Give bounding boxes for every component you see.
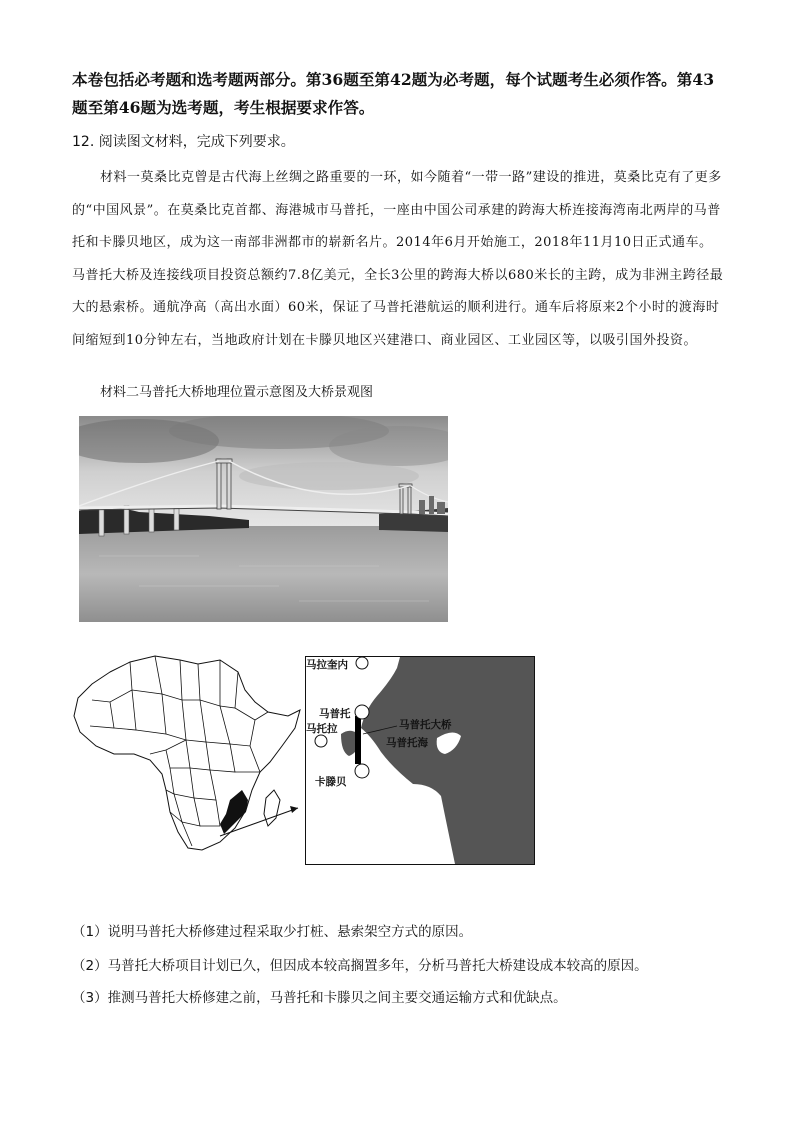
- label-maputo-bay: 马普托海: [386, 737, 428, 749]
- maputo-inset-map: [305, 656, 535, 865]
- sub-question-3: （3）推测马普托大桥修建之前，马普托和卡滕贝之间主要交通运输方式和优缺点。: [72, 990, 567, 1006]
- madagascar-outline: [264, 790, 280, 826]
- sub-question-1: （1）说明马普托大桥修建过程采取少打桩、悬索架空方式的原因。: [72, 924, 473, 940]
- question-header: 12. 阅读图文材料，完成下列要求。: [72, 134, 295, 150]
- material-two-title: 材料二马普托大桥地理位置示意图及大桥景观图: [100, 385, 374, 400]
- africa-map: [70, 650, 306, 860]
- sub-question-2: （2）马普托大桥项目计划已久，但因成本较高搁置多年，分析马普托大桥建设成本较高的原因。: [72, 958, 648, 974]
- label-maputo-bridge: 马普托大桥: [399, 719, 452, 731]
- label-katembe: 卡滕贝: [315, 776, 347, 788]
- material-one-text: 材料一莫桑比克曾是古代海上丝绸之路重要的一环，如今随着“一带一路”建设的推进，莫桑比克有了更多的“中国风景”。在莫桑比克首都、海港城市马普托，一座由中国公司承建的跨海大桥连接海湾南北两岸的马普托和卡滕贝地区，成为这一南部非洲都市的崭新名片。2014年6月开始施工，2018年11月10日正式通车。马普托大桥及连接线项目投资总额约7.8亿美元，全长3公里的跨海大桥以680米长的主跨，成为非洲主跨径最大的悬索桥。通航净高（高出水面）60米，保证了马普托港航运的顺利进行。通车后将原来2个小时的渡海时间缩短到10分钟左右，当地政府计划在卡滕贝地区兴建港口、商业园区、工业园区等，以吸引国外投资。: [72, 170, 724, 348]
- label-matola: 马托拉: [306, 723, 338, 735]
- label-maputo: 马普托: [319, 708, 351, 720]
- section-intro: 本卷包括必考题和选考题两部分。第36题至第42题为必考题，每个试题考生必须作答。第43题至第46题为选考题，考生根据要求作答。: [72, 70, 715, 117]
- label-marracuene: 马拉奎内: [306, 659, 348, 671]
- bridge-photo: [79, 416, 448, 622]
